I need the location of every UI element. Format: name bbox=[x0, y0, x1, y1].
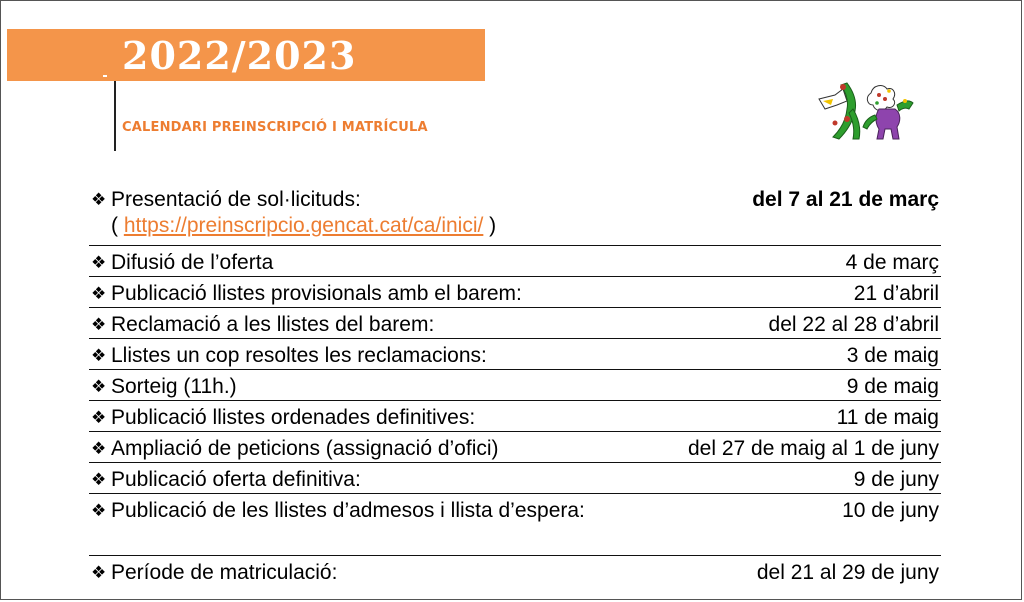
row-label: Publicació oferta definitiva: bbox=[111, 468, 361, 491]
link-close-paren: ) bbox=[483, 214, 497, 237]
schedule-row bbox=[89, 308, 941, 339]
schedule-row bbox=[89, 370, 941, 401]
diamond-bullet-icon: ❖ bbox=[91, 470, 107, 489]
row-date: 11 de maig bbox=[836, 406, 939, 429]
row-date: 9 de juny bbox=[853, 468, 939, 491]
preinscription-link[interactable]: https://preinscripcio.gencat.cat/ca/inici/ bbox=[123, 214, 484, 237]
row-date: 3 de maig bbox=[846, 344, 939, 367]
schedule-row bbox=[89, 463, 941, 494]
row-date: 4 de març bbox=[845, 251, 939, 274]
schedule-row bbox=[89, 246, 941, 277]
diamond-bullet-icon: ❖ bbox=[91, 284, 107, 303]
diamond-bullet-icon: ❖ bbox=[91, 563, 107, 582]
row-date: del 21 al 29 de juny bbox=[756, 561, 939, 584]
schedule-row bbox=[89, 556, 941, 587]
diamond-bullet-icon: ❖ bbox=[91, 315, 107, 334]
row-date: del 22 al 28 d’abril bbox=[768, 313, 939, 336]
diamond-bullet-icon: ❖ bbox=[91, 253, 107, 272]
diamond-bullet-icon: ❖ bbox=[91, 439, 107, 458]
row-label: Publicació llistes provisionals amb el barem: bbox=[111, 282, 522, 305]
diamond-bullet-icon: ❖ bbox=[91, 346, 107, 365]
row-label: Presentació de sol·licituds: bbox=[111, 188, 361, 211]
mascot-logo-icon bbox=[813, 79, 923, 143]
diamond-bullet-icon: ❖ bbox=[91, 190, 107, 209]
row-date: del 27 de maig al 1 de juny bbox=[687, 437, 939, 460]
schedule-row bbox=[89, 494, 941, 556]
row-label: Publicació de les llistes d’admesos i llista d’espera: bbox=[111, 499, 585, 522]
row-label: Llistes un cop resoltes les reclamacions: bbox=[111, 344, 487, 367]
link-open-paren: ( bbox=[111, 214, 124, 237]
schedule-row bbox=[89, 432, 941, 463]
header-divider bbox=[114, 81, 116, 151]
row-label: Període de matriculació: bbox=[111, 561, 338, 584]
row-label: Difusió de l’oferta bbox=[111, 251, 274, 274]
schedule-row bbox=[89, 277, 941, 308]
row-label: Reclamació a les llistes del barem: bbox=[111, 313, 435, 336]
calendar-subtitle: CALENDARI PREINSCRIPCIÓ I MATRÍCULA bbox=[122, 120, 428, 135]
diamond-bullet-icon: ❖ bbox=[91, 501, 107, 520]
row-label: Publicació llistes ordenades definitives: bbox=[111, 406, 476, 429]
row-date: 9 de maig bbox=[846, 375, 939, 398]
row-label: Ampliació de peticions (assignació d’ofici) bbox=[111, 437, 499, 460]
row-date: del 7 al 21 de març bbox=[752, 188, 939, 211]
schedule-row bbox=[89, 401, 941, 432]
row-date: 21 d’abril bbox=[853, 282, 939, 305]
row-date: 10 de juny bbox=[842, 499, 939, 522]
schedule-table bbox=[89, 184, 941, 587]
row-label: Sorteig (11h.) bbox=[111, 375, 237, 398]
banner-tick bbox=[103, 75, 107, 77]
year-title: 2022/2023 bbox=[122, 33, 357, 78]
schedule-row-submission bbox=[89, 184, 941, 246]
schedule-row bbox=[89, 339, 941, 370]
diamond-bullet-icon: ❖ bbox=[91, 408, 107, 427]
diamond-bullet-icon: ❖ bbox=[91, 377, 107, 396]
link-line bbox=[89, 213, 496, 239]
